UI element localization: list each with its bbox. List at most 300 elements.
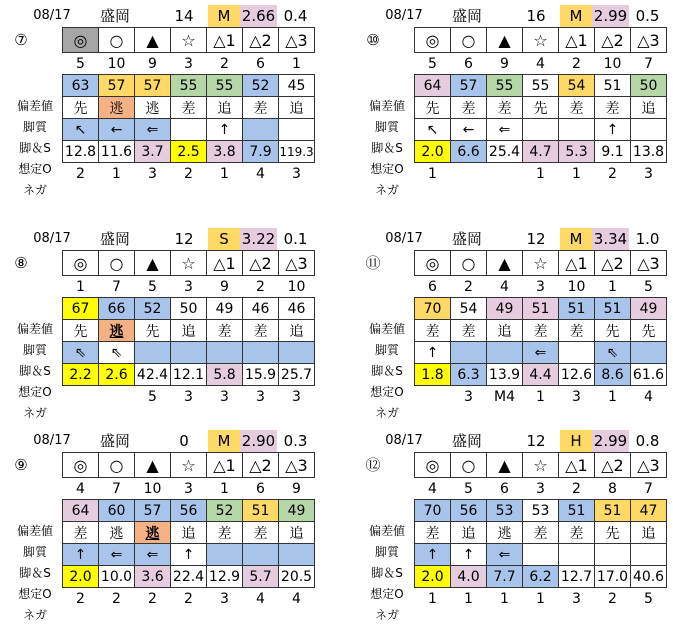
- race-date: 08/17: [33, 433, 71, 448]
- symbol-cell: ▲: [487, 251, 523, 276]
- hensachi-cell: 57: [451, 75, 487, 97]
- soutei-label: 想定O: [370, 385, 404, 399]
- soutei-label: 想定O: [370, 587, 404, 601]
- race-diff: 1.0: [635, 230, 660, 248]
- soutei-odds-cell: 2.0: [415, 141, 451, 163]
- soutei-odds-cell: 12.9: [207, 566, 243, 588]
- horse-number-cell: 1: [220, 480, 229, 497]
- symbol-cell: △1: [559, 28, 595, 53]
- race-number: ⑪: [365, 254, 381, 272]
- hensachi-cell: 46: [279, 298, 315, 320]
- symbol-cell: ◎: [63, 28, 99, 53]
- kyaku-row: [415, 522, 667, 544]
- nega-cell: 2: [112, 590, 121, 607]
- symbol-cell: △2: [595, 453, 631, 478]
- horse-number-cell: 7: [644, 480, 653, 497]
- kyakushitsu-cell: 差: [243, 320, 279, 342]
- horse-number-cell: 10: [567, 278, 586, 295]
- nega-cell: 1: [536, 388, 545, 405]
- horse-number-cell: 4: [536, 55, 545, 72]
- race-venue: 盛岡: [99, 7, 130, 25]
- nega-cell: 3: [292, 388, 301, 405]
- hensachi-cell: 51: [595, 75, 631, 97]
- ashi-row: [63, 544, 315, 566]
- ashi-s-cell: [631, 544, 667, 566]
- nega-cell: 3: [464, 388, 473, 405]
- ashi-s-cell: [279, 342, 315, 364]
- symbol-cell: ▲: [135, 251, 171, 276]
- symbol-cell: ▲: [135, 28, 171, 53]
- hensachi-cell: 49: [631, 298, 667, 320]
- ashi-s-cell: ↑: [63, 544, 99, 566]
- ashi-s-cell: [171, 119, 207, 141]
- symbol-cell: △2: [243, 251, 279, 276]
- symbol-cell: ◎: [415, 28, 451, 53]
- horse-number-cell: 10: [603, 55, 622, 72]
- ashi-s-cell: [243, 544, 279, 566]
- horse-number-cell: 1: [292, 55, 301, 72]
- horse-number-cell: 6: [464, 55, 473, 72]
- nega-row: [415, 588, 667, 610]
- kyakushitsu-cell: 先: [63, 97, 99, 119]
- nega-cell: 1: [220, 165, 229, 182]
- symbol-cell: △3: [279, 453, 315, 478]
- horses-row: [63, 478, 315, 500]
- horse-number-cell: 10: [143, 480, 162, 497]
- soutei-odds-cell: 119.3: [279, 141, 315, 163]
- hensachi-cell: 66: [99, 298, 135, 320]
- horse-number-cell: 2: [572, 55, 581, 72]
- runner-count: 16: [526, 7, 546, 25]
- nega-row: [415, 163, 667, 185]
- kyakushitsu-cell: 差: [595, 97, 631, 119]
- kyakushitsu-cell: 追: [451, 522, 487, 544]
- symbol-cell: △3: [631, 251, 667, 276]
- hensachi-cell: 50: [631, 75, 667, 97]
- hensachi-row: [63, 298, 315, 320]
- horse-number-cell: 7: [112, 480, 121, 497]
- kyakushitsu-label: 脚質: [22, 343, 47, 357]
- soutei-odds-cell: 25.7: [279, 364, 315, 386]
- ashi-s-label: 脚＆S: [19, 566, 51, 580]
- race-number: ⑧: [14, 254, 28, 272]
- symbol-cell: ○: [451, 453, 487, 478]
- ashi-s-label: 脚＆S: [371, 566, 403, 580]
- horses-row: [415, 276, 667, 298]
- ashi-row: [415, 119, 667, 141]
- kyakushitsu-cell: 逃: [99, 320, 135, 342]
- symbol-cell: △1: [207, 453, 243, 478]
- ashi-s-cell: [279, 544, 315, 566]
- race-venue: 盛岡: [451, 432, 482, 450]
- kyakushitsu-label: 脚質: [22, 545, 47, 559]
- nega-cell: 3: [644, 165, 653, 182]
- ashi-s-cell: ↖: [415, 119, 451, 141]
- nega-cell: 2: [76, 165, 85, 182]
- hensachi-cell: 51: [559, 500, 595, 522]
- soutei-odds-cell: 1.8: [415, 364, 451, 386]
- kyakushitsu-cell: 逃: [487, 522, 523, 544]
- horse-number-cell: 6: [256, 480, 265, 497]
- soutei-odds-cell: 15.9: [243, 364, 279, 386]
- horse-number-cell: 10: [287, 278, 306, 295]
- horse-number-cell: 9: [292, 480, 301, 497]
- soutei-odds-cell: 2.5: [171, 141, 207, 163]
- symbol-cell: △1: [559, 251, 595, 276]
- soutei-odds-cell: 6.6: [451, 141, 487, 163]
- kyakushitsu-cell: 差: [415, 522, 451, 544]
- horse-number-cell: 4: [428, 480, 437, 497]
- prediction-table: [62, 27, 315, 184]
- race-date: 08/17: [385, 433, 423, 448]
- hensachi-label: 偏差値: [16, 524, 53, 538]
- race-diff: 0.5: [635, 7, 660, 25]
- kyakushitsu-cell: 先: [595, 522, 631, 544]
- symbol-cell: △2: [595, 251, 631, 276]
- soutei-odds-cell: 25.4: [487, 141, 523, 163]
- race-header: [360, 430, 670, 452]
- nega-cell: 2: [148, 590, 157, 607]
- ashi-s-cell: ←: [451, 119, 487, 141]
- soutei-row: [63, 141, 315, 163]
- kyakushitsu-cell: 追: [487, 320, 523, 342]
- race-date: 08/17: [385, 231, 423, 246]
- hensachi-cell: 55: [487, 75, 523, 97]
- soutei-odds-cell: 12.8: [63, 141, 99, 163]
- symbol-cell: △1: [207, 251, 243, 276]
- soutei-odds-cell: 7.9: [243, 141, 279, 163]
- soutei-odds-cell: 6.2: [523, 566, 559, 588]
- hensachi-label: 偏差値: [16, 322, 53, 336]
- horse-number-cell: 2: [220, 55, 229, 72]
- nega-cell: 3: [292, 165, 301, 182]
- race-header: [8, 228, 318, 250]
- kyakushitsu-cell: 差: [207, 522, 243, 544]
- horse-number-cell: 6: [256, 55, 265, 72]
- prediction-table: [414, 250, 667, 407]
- horse-number-cell: 5: [428, 55, 437, 72]
- kyakushitsu-cell: 差: [559, 320, 595, 342]
- hensachi-label: 偏差値: [16, 99, 53, 113]
- ashi-s-cell: ⇐: [135, 119, 171, 141]
- ashi-s-cell: [135, 342, 171, 364]
- hensachi-cell: 64: [415, 75, 451, 97]
- horse-number-cell: 3: [184, 278, 193, 295]
- symbol-cell: △3: [631, 28, 667, 53]
- horse-number-cell: 5: [644, 278, 653, 295]
- ashi-s-cell: [279, 119, 315, 141]
- nega-cell: 5: [148, 388, 157, 405]
- ashi-row: [63, 119, 315, 141]
- nega-cell: 2: [608, 590, 617, 607]
- race-grade-badge: H: [560, 430, 592, 452]
- race-header: [360, 228, 670, 250]
- soutei-label: 想定O: [18, 385, 52, 399]
- hensachi-cell: 55: [171, 75, 207, 97]
- nega-cell: 1: [572, 165, 581, 182]
- race-number: ⑫: [365, 456, 381, 474]
- soutei-odds-cell: 13.9: [487, 364, 523, 386]
- hensachi-cell: 54: [559, 75, 595, 97]
- ashi-s-cell: ⇐: [135, 544, 171, 566]
- nega-cell: 1: [464, 590, 473, 607]
- hensachi-cell: 67: [63, 298, 99, 320]
- ashi-s-label: 脚＆S: [19, 141, 51, 155]
- ashi-s-cell: [207, 342, 243, 364]
- symbols-row: [63, 28, 315, 53]
- horse-number-cell: 3: [184, 55, 193, 72]
- symbol-cell: ▲: [135, 453, 171, 478]
- nega-cell: 3: [256, 388, 265, 405]
- kyakushitsu-cell: 先: [595, 320, 631, 342]
- symbol-cell: ☆: [523, 251, 559, 276]
- symbol-cell: △1: [207, 28, 243, 53]
- horse-number-cell: 2: [464, 278, 473, 295]
- horse-number-cell: 4: [500, 278, 509, 295]
- nega-cell: [63, 386, 99, 408]
- race-grade-badge: M: [560, 5, 592, 27]
- hensachi-cell: 70: [415, 298, 451, 320]
- soutei-label: 想定O: [370, 162, 404, 176]
- nega-cell: 2: [184, 590, 193, 607]
- soutei-odds-cell: 2.0: [415, 566, 451, 588]
- race-rating: 3.22: [241, 230, 276, 248]
- hensachi-cell: 57: [99, 75, 135, 97]
- symbol-cell: ◎: [63, 453, 99, 478]
- symbol-cell: △3: [279, 28, 315, 53]
- nega-cell: [415, 386, 451, 408]
- symbol-cell: △3: [279, 251, 315, 276]
- soutei-odds-cell: 13.8: [631, 141, 667, 163]
- nega-cell: 1: [536, 165, 545, 182]
- nega-label: ネガ: [374, 183, 399, 197]
- kyakushitsu-cell: 差: [415, 320, 451, 342]
- prediction-table: [62, 452, 315, 609]
- nega-label: ネガ: [22, 406, 47, 420]
- soutei-odds-cell: 20.5: [279, 566, 315, 588]
- race-diff: 0.8: [635, 432, 660, 450]
- symbol-cell: △3: [631, 453, 667, 478]
- soutei-label: 想定O: [18, 162, 52, 176]
- soutei-row: [63, 566, 315, 588]
- nega-cell: 3: [184, 388, 193, 405]
- runner-count: 12: [526, 432, 546, 450]
- race-diff: 0.4: [283, 7, 308, 25]
- ashi-s-cell: [171, 342, 207, 364]
- ashi-s-label: 脚＆S: [19, 364, 51, 378]
- horse-number-cell: 9: [220, 278, 229, 295]
- kyakushitsu-cell: 差: [523, 522, 559, 544]
- symbol-cell: △2: [243, 453, 279, 478]
- ashi-s-cell: ⇐: [523, 342, 559, 364]
- kyaku-row: [63, 97, 315, 119]
- hensachi-cell: 63: [63, 75, 99, 97]
- symbol-cell: ☆: [171, 453, 207, 478]
- horses-row: [415, 53, 667, 75]
- soutei-odds-cell: 3.8: [207, 141, 243, 163]
- horse-number-cell: 3: [536, 480, 545, 497]
- race-venue: 盛岡: [451, 7, 482, 25]
- ashi-s-cell: [523, 544, 559, 566]
- symbol-cell: ○: [451, 28, 487, 53]
- kyakushitsu-cell: 追: [279, 320, 315, 342]
- ashi-s-cell: ↑: [415, 544, 451, 566]
- hensachi-row: [415, 500, 667, 522]
- race-venue: 盛岡: [451, 230, 482, 248]
- ashi-row: [415, 342, 667, 364]
- soutei-odds-cell: 4.0: [451, 566, 487, 588]
- hensachi-cell: 51: [595, 298, 631, 320]
- hensachi-cell: 51: [559, 298, 595, 320]
- hensachi-cell: 45: [279, 75, 315, 97]
- kyakushitsu-label: 脚質: [374, 343, 399, 357]
- hensachi-cell: 60: [99, 500, 135, 522]
- kyaku-row: [63, 320, 315, 342]
- soutei-row: [63, 364, 315, 386]
- nega-cell: M4: [494, 388, 515, 405]
- kyakushitsu-cell: 差: [243, 522, 279, 544]
- symbol-cell: ○: [99, 251, 135, 276]
- hensachi-cell: 51: [595, 500, 631, 522]
- race-number: ⑩: [366, 31, 380, 49]
- ashi-s-cell: [243, 342, 279, 364]
- race-diff: 0.1: [283, 230, 308, 248]
- ashi-s-cell: ⇖: [63, 342, 99, 364]
- nega-cell: 1: [536, 590, 545, 607]
- nega-cell: 2: [184, 165, 193, 182]
- prediction-table: [414, 27, 667, 184]
- soutei-odds-cell: 40.6: [631, 566, 667, 588]
- kyakushitsu-cell: 差: [171, 97, 207, 119]
- race-diff: 0.3: [283, 432, 308, 450]
- soutei-odds-cell: 2.0: [63, 566, 99, 588]
- symbol-cell: △2: [595, 28, 631, 53]
- kyakushitsu-cell: 差: [487, 97, 523, 119]
- symbol-cell: ◎: [63, 251, 99, 276]
- hensachi-cell: 64: [63, 500, 99, 522]
- horse-number-cell: 7: [644, 55, 653, 72]
- nega-cell: 3: [220, 388, 229, 405]
- symbol-cell: ☆: [523, 453, 559, 478]
- kyakushitsu-cell: 追: [631, 97, 667, 119]
- kyakushitsu-label: 脚質: [374, 545, 399, 559]
- ashi-s-cell: ↑: [595, 119, 631, 141]
- race-number: ⑦: [14, 31, 28, 49]
- race-header: [8, 5, 318, 27]
- soutei-row: [415, 566, 667, 588]
- ashi-s-cell: [243, 119, 279, 141]
- symbols-row: [415, 251, 667, 276]
- prediction-table: [414, 452, 667, 609]
- nega-cell: 1: [608, 388, 617, 405]
- nega-cell: 3: [572, 388, 581, 405]
- horse-number-cell: 2: [572, 480, 581, 497]
- nega-cell: [99, 386, 135, 408]
- race-rating: 2.66: [241, 7, 276, 25]
- horse-number-cell: 9: [500, 55, 509, 72]
- horses-row: [415, 478, 667, 500]
- kyakushitsu-cell: 差: [559, 522, 595, 544]
- soutei-odds-cell: 42.4: [135, 364, 171, 386]
- runner-count: 0: [179, 432, 189, 450]
- symbols-row: [63, 251, 315, 276]
- horse-number-cell: 5: [76, 55, 85, 72]
- nega-cell: 4: [256, 590, 265, 607]
- nega-row: [63, 588, 315, 610]
- soutei-odds-cell: 17.0: [595, 566, 631, 588]
- ashi-s-cell: ↑: [207, 119, 243, 141]
- race-venue: 盛岡: [99, 230, 130, 248]
- ashi-s-cell: [207, 544, 243, 566]
- kyakushitsu-cell: 先: [631, 320, 667, 342]
- symbol-cell: ◎: [415, 453, 451, 478]
- horse-number-cell: 1: [76, 278, 85, 295]
- symbol-cell: ○: [99, 453, 135, 478]
- soutei-odds-cell: 4.4: [523, 364, 559, 386]
- soutei-row: [415, 364, 667, 386]
- symbol-cell: ○: [451, 251, 487, 276]
- symbols-row: [63, 453, 315, 478]
- soutei-odds-cell: 11.6: [99, 141, 135, 163]
- ashi-s-label: 脚＆S: [371, 364, 403, 378]
- runner-count: 12: [526, 230, 546, 248]
- symbol-cell: △2: [243, 28, 279, 53]
- ashi-s-cell: [523, 119, 559, 141]
- nega-cell: 3: [220, 590, 229, 607]
- hensachi-cell: 52: [243, 75, 279, 97]
- ashi-s-cell: ↖: [63, 119, 99, 141]
- hensachi-row: [415, 75, 667, 97]
- horse-number-cell: 1: [608, 278, 617, 295]
- horse-number-cell: 8: [608, 480, 617, 497]
- kyakushitsu-cell: 差: [63, 522, 99, 544]
- nega-cell: 4: [644, 388, 653, 405]
- nega-label: ネガ: [374, 406, 399, 420]
- kyakushitsu-cell: 差: [451, 320, 487, 342]
- kyakushitsu-cell: 先: [523, 97, 559, 119]
- hensachi-cell: 50: [171, 298, 207, 320]
- symbol-cell: ☆: [523, 28, 559, 53]
- hensachi-cell: 52: [135, 298, 171, 320]
- nega-row: [415, 386, 667, 408]
- kyaku-row: [63, 522, 315, 544]
- hensachi-cell: 47: [631, 500, 667, 522]
- hensachi-label: 偏差値: [368, 524, 405, 538]
- symbol-cell: ☆: [171, 28, 207, 53]
- soutei-label: 想定O: [18, 587, 52, 601]
- soutei-odds-cell: 2.2: [63, 364, 99, 386]
- kyakushitsu-cell: 差: [451, 97, 487, 119]
- soutei-odds-cell: 7.7: [487, 566, 523, 588]
- ashi-s-cell: ⇐: [487, 119, 523, 141]
- soutei-row: [415, 141, 667, 163]
- kyaku-row: [415, 320, 667, 342]
- symbols-row: [415, 28, 667, 53]
- kyakushitsu-cell: 追: [279, 522, 315, 544]
- runner-count: 14: [174, 7, 194, 25]
- prediction-table: [62, 250, 315, 407]
- ashi-s-cell: ↑: [415, 342, 451, 364]
- kyakushitsu-cell: 先: [415, 97, 451, 119]
- hensachi-cell: 57: [135, 75, 171, 97]
- kyakushitsu-cell: 差: [207, 320, 243, 342]
- soutei-odds-cell: 3.6: [135, 566, 171, 588]
- kyakushitsu-cell: 追: [171, 320, 207, 342]
- soutei-odds-cell: 10.0: [99, 566, 135, 588]
- kyakushitsu-cell: 先: [63, 320, 99, 342]
- race-rating: 2.99: [593, 432, 628, 450]
- kyakushitsu-cell: 逃: [135, 522, 171, 544]
